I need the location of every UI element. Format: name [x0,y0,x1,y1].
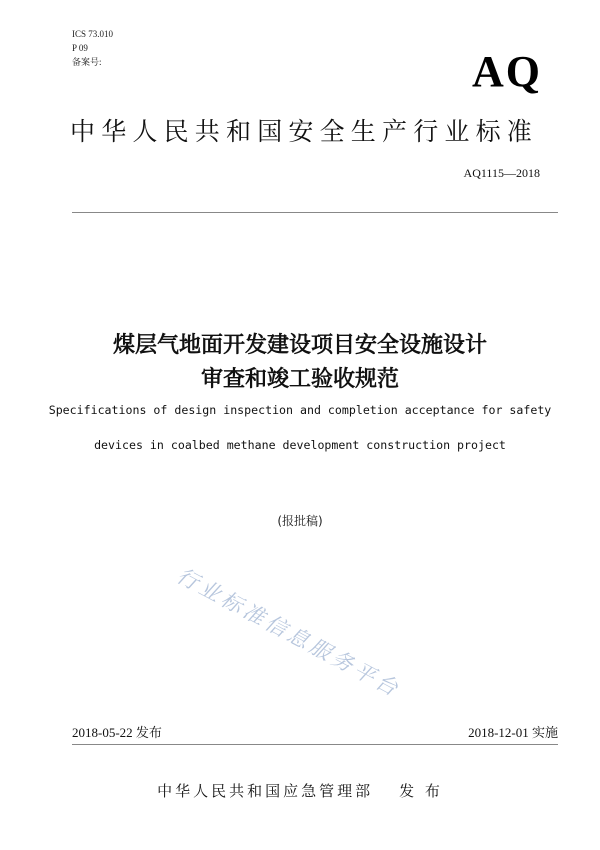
watermark: 行业标准信息服务平台 [172,563,405,703]
issue-date: 2018-05-22 发布 [72,725,162,740]
classification-code: P 09 [72,43,88,53]
issuer-line [0,780,600,801]
bottom-divider [72,744,558,745]
chinese-title-line-2: 审查和竣工验收规范 [200,367,399,392]
publish-label: 发 布 [399,782,443,800]
draft-label: (报批稿) [277,514,323,528]
standard-number: AQ1115—2018 [463,166,540,180]
implementation-date: 2018-12-01 实施 [468,725,558,740]
issuer-name: 中华人民共和国应急管理部 [157,782,374,800]
aq-logo: AQ [472,47,542,96]
english-title-line-1: Specifications of design inspection and completion acceptance for safety [48,403,552,417]
standard-title: 中华人民共和国安全生产行业标准 [70,117,539,146]
english-title-line-2: devices in coalbed methane development construction project [94,438,506,452]
chinese-title-line-1: 煤层气地面开发建设项目安全设施设计 [112,333,487,358]
filing-number: 备案号: [72,57,102,67]
top-divider [72,212,558,213]
ics-code: ICS 73.010 [72,29,114,39]
